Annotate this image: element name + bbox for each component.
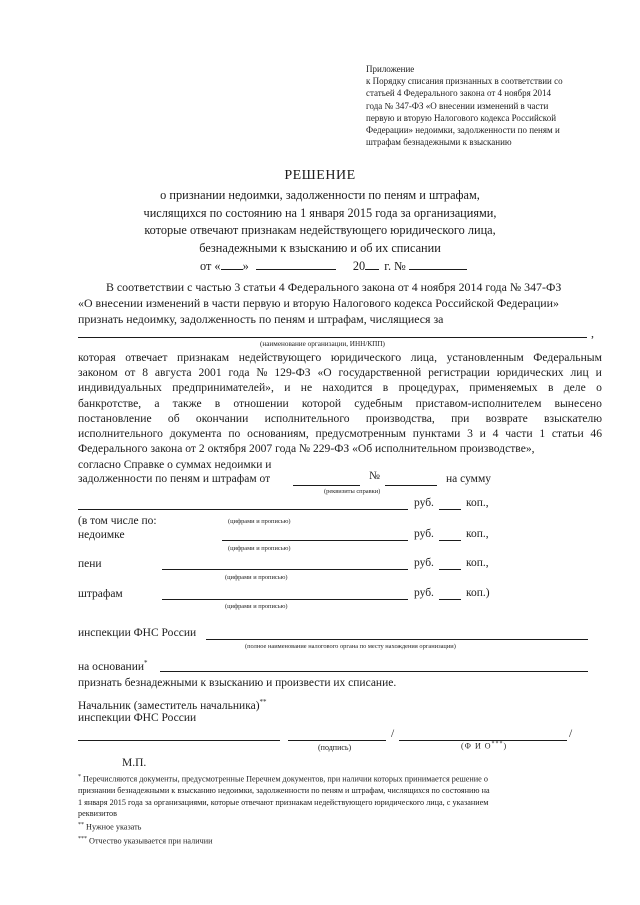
appendix-line: штрафам безнадежными к взысканию bbox=[366, 137, 512, 148]
fio-caption bbox=[461, 741, 507, 751]
criteria-word: документа bbox=[169, 427, 222, 441]
criteria-word: Федерального закона от 2 октября 2007 года № 229-ФЗ «Об исполнительном производстве», bbox=[78, 442, 535, 456]
slash-left: / bbox=[391, 728, 395, 740]
criteria-word: 46 bbox=[590, 427, 602, 441]
arrears-caption: (цифрами и прописью) bbox=[228, 545, 291, 552]
criteria-word: в bbox=[547, 381, 554, 395]
fines-label: штрафам bbox=[78, 588, 123, 600]
number-label: г. № bbox=[384, 259, 406, 273]
penalty-kop-field[interactable] bbox=[439, 569, 461, 570]
criteria-word: которой bbox=[301, 396, 342, 410]
signatory-footnote-mark: ** bbox=[259, 698, 267, 706]
organization-comma: , bbox=[591, 326, 594, 340]
criteria-line bbox=[78, 441, 602, 456]
criteria-word: по bbox=[228, 427, 241, 441]
criteria-word: 4 bbox=[492, 427, 499, 441]
seal-place: М.П. bbox=[122, 757, 147, 769]
criteria-word: в bbox=[214, 396, 221, 410]
criteria-word: индивидуальных bbox=[78, 381, 162, 395]
criteria-line bbox=[78, 411, 602, 426]
document-subtitle bbox=[0, 187, 640, 257]
decision-number-field[interactable] bbox=[409, 258, 467, 270]
criteria-word: постановление bbox=[78, 411, 152, 425]
signature-field[interactable] bbox=[288, 740, 386, 741]
footnote-1-line: 1 января 2015 года за организациями, которые отвечают признакам недействующего юридического лица, с указанием bbox=[78, 797, 489, 807]
fio-caption-close: ) bbox=[503, 741, 508, 751]
fines-kop-field[interactable] bbox=[439, 599, 461, 600]
certificate-date-field[interactable] bbox=[293, 485, 360, 486]
basis-label-text: на основании bbox=[78, 660, 145, 673]
criteria-word: юридического bbox=[330, 351, 402, 364]
criteria-word: № bbox=[256, 366, 268, 380]
date-line bbox=[200, 258, 467, 274]
fines-rub-label: руб. bbox=[414, 587, 434, 599]
criteria-word: 8 bbox=[142, 366, 148, 380]
total-kop-field[interactable] bbox=[439, 509, 461, 510]
appendix-line: первую и вторую Налогового кодекса Российской bbox=[366, 112, 557, 123]
criteria-line bbox=[78, 426, 602, 441]
penalty-rub-label: руб. bbox=[414, 557, 434, 569]
criteria-word: августа bbox=[154, 366, 192, 380]
signatory-inspection: инспекции ФНС России bbox=[78, 712, 197, 724]
criteria-word: части bbox=[505, 427, 533, 441]
criteria-word: возврате bbox=[485, 411, 528, 425]
arrears-sum-field[interactable] bbox=[222, 540, 408, 541]
signature-caption: (подпись) bbox=[318, 743, 352, 752]
basis-footnote-mark: * bbox=[144, 659, 148, 667]
penalty-sum-field[interactable] bbox=[162, 569, 408, 570]
fio-caption-text: (Ф И О bbox=[461, 741, 492, 751]
footnote-1-mark: * bbox=[78, 774, 81, 780]
penalty-kop-label: коп., bbox=[466, 557, 489, 569]
preamble-paragraph bbox=[78, 279, 592, 327]
inspection-label: инспекции ФНС России bbox=[78, 627, 197, 639]
criteria-word: установленным bbox=[446, 351, 524, 364]
footnote-2 bbox=[78, 820, 141, 833]
criteria-word: лица, bbox=[410, 351, 437, 364]
month-field[interactable] bbox=[256, 258, 336, 270]
criteria-word: лиц bbox=[570, 366, 589, 380]
total-sum-field[interactable] bbox=[78, 509, 408, 510]
criteria-word: об bbox=[167, 411, 180, 425]
criteria-word: применяемых bbox=[469, 381, 538, 395]
preamble-line: признать недоимку, задолженность по пеням и штрафам, числящиеся за bbox=[78, 312, 444, 326]
criteria-word: пунктами bbox=[412, 427, 461, 441]
criteria-word: регистрации bbox=[428, 366, 490, 380]
preamble-line: «О внесении изменений в части первую и вторую Налогового кодекса Российской Федерации» bbox=[78, 296, 559, 310]
subtitle-line: которые отвечают признакам недействующего юридического лица, bbox=[144, 223, 496, 237]
footnote-1-line: реквизитов bbox=[78, 809, 117, 819]
criteria-word: года bbox=[228, 366, 250, 380]
criteria-word: «О bbox=[317, 366, 332, 380]
inspection-field[interactable] bbox=[206, 639, 588, 640]
appendix-note bbox=[366, 63, 616, 148]
certificate-number-field[interactable] bbox=[385, 485, 437, 486]
date-close-quote: » bbox=[242, 259, 249, 273]
criteria-word: приставом-исполнителем bbox=[415, 396, 542, 410]
total-kop-label: коп., bbox=[466, 497, 489, 509]
criteria-line bbox=[78, 380, 602, 395]
criteria-line bbox=[78, 365, 602, 380]
subtitle-line: числящихся по состоянию на 1 января 2015 года за организациями, bbox=[143, 205, 497, 220]
arrears-kop-field[interactable] bbox=[439, 540, 461, 541]
footnote-1-line: Перечисляются документы, предусмотренные Перечнем документов, при наличии которых принимается решение о bbox=[83, 774, 488, 784]
certificate-number-sign: № bbox=[369, 470, 380, 482]
criteria-word: 129-ФЗ bbox=[274, 366, 311, 380]
criteria-word: в bbox=[382, 381, 389, 395]
criteria-word: от bbox=[124, 366, 136, 380]
digits-caption: (цифрами и прописью) bbox=[228, 518, 291, 525]
footnote-2-line: Нужное указать bbox=[86, 822, 142, 832]
criteria-word: которая bbox=[78, 351, 116, 364]
criteria-word: и bbox=[284, 381, 291, 395]
decision-text: признать безнадежными к взысканию и произвести их списание. bbox=[78, 677, 397, 689]
criteria-word: и bbox=[479, 427, 486, 441]
criteria-word: 3 bbox=[467, 427, 473, 441]
day-field[interactable] bbox=[221, 258, 243, 270]
footnote-2-mark: ** bbox=[78, 822, 84, 828]
criteria-word: признакам bbox=[177, 351, 230, 364]
criteria-word: отношении bbox=[233, 396, 289, 410]
criteria-word: государственной bbox=[338, 366, 422, 380]
fines-sum-field[interactable] bbox=[162, 599, 408, 600]
fio-footnote-mark: *** bbox=[491, 741, 504, 747]
basis-field[interactable] bbox=[160, 671, 588, 672]
criteria-word: процедурах, bbox=[398, 381, 459, 395]
criteria-word: также bbox=[172, 396, 202, 410]
criteria-word: а bbox=[154, 396, 160, 410]
criteria-word: отвечает bbox=[125, 351, 168, 364]
appendix-line: Приложение bbox=[366, 64, 415, 74]
criteria-word: находится bbox=[322, 381, 373, 395]
appendix-line: Федерации» недоимки, задолженности по пеням и bbox=[366, 125, 560, 136]
criteria-word: предусмотренным bbox=[315, 427, 407, 441]
signatory-title-text: Начальник (заместитель начальника) bbox=[78, 699, 260, 712]
criteria-word: вынесено bbox=[554, 396, 602, 410]
arrears-rub-label: руб. bbox=[414, 528, 434, 540]
slash-right: / bbox=[569, 728, 573, 740]
footnote-1 bbox=[78, 772, 490, 820]
criteria-word: не bbox=[300, 381, 313, 395]
criteria-word: судебным bbox=[354, 396, 403, 410]
criteria-line bbox=[78, 396, 602, 411]
preamble-line: В соответствии с частью 3 статьи 4 Федерального закона от 4 ноября 2014 года № 347-ФЗ bbox=[106, 280, 562, 294]
certificate-line2: задолженности по пеням и штрафам от bbox=[78, 473, 271, 485]
signatory-title bbox=[78, 698, 267, 712]
inspection-caption: (полное наименование налогового органа по месту нахождения организации) bbox=[245, 643, 456, 650]
year-field[interactable] bbox=[365, 258, 379, 270]
appendix-line: статьей 4 Федерального закона от 4 ноября 2014 bbox=[366, 88, 552, 99]
total-rub-label: руб. bbox=[414, 497, 434, 509]
criteria-word: недействующего bbox=[238, 351, 322, 364]
fines-caption: (цифрами и прописью) bbox=[225, 603, 288, 610]
criteria-word: производства, bbox=[365, 411, 435, 425]
arrears-label: недоимке bbox=[78, 529, 125, 541]
footnote-3-mark: *** bbox=[78, 836, 87, 842]
penalty-label: пени bbox=[78, 558, 102, 570]
criteria-word: окончании bbox=[195, 411, 249, 425]
criteria-word: взыскателю bbox=[544, 411, 602, 425]
subtitle-line: о признании недоимки, задолженности по пеням и штрафам, bbox=[160, 188, 480, 202]
penalty-caption: (цифрами и прописью) bbox=[225, 574, 288, 581]
criteria-word: предпринимателей», bbox=[172, 381, 274, 395]
footnote-3-line: Отчество указывается при наличии bbox=[89, 836, 213, 846]
criteria-word: исполнительного bbox=[78, 427, 163, 441]
criteria-line bbox=[78, 350, 602, 365]
criteria-word: о bbox=[596, 381, 602, 395]
date-from-label: от « bbox=[200, 259, 221, 273]
criteria-word: основаниям, bbox=[247, 427, 309, 441]
organization-caption: (наименование организации, ИНН/КПП) bbox=[260, 340, 385, 348]
criteria-word: статьи bbox=[551, 427, 584, 441]
footnote-3 bbox=[78, 834, 212, 847]
appendix-line: года № 347-ФЗ «О внесении изменений в части bbox=[366, 100, 549, 111]
criteria-word: 1 bbox=[539, 427, 546, 441]
including-label: (в том числе по: bbox=[78, 515, 157, 527]
criteria-paragraph bbox=[78, 350, 602, 456]
document-title: РЕШЕНИЕ bbox=[284, 168, 356, 183]
criteria-word: 2001 bbox=[198, 366, 222, 380]
arrears-kop-label: коп., bbox=[466, 528, 489, 540]
certificate-sum-label: на сумму bbox=[446, 473, 491, 485]
criteria-word: Федеральным bbox=[533, 351, 602, 364]
subtitle-line: безнадежными к взысканию и об их списании bbox=[199, 240, 441, 255]
criteria-word: исполнительного bbox=[264, 411, 350, 425]
criteria-word: законом bbox=[78, 366, 118, 380]
criteria-word: банкротстве, bbox=[78, 396, 142, 410]
requisites-caption: (реквизиты справки) bbox=[324, 488, 381, 495]
criteria-word: и bbox=[595, 366, 602, 380]
criteria-word: деле bbox=[563, 381, 586, 395]
basis-label bbox=[78, 659, 148, 673]
certificate-line1: согласно Справке о суммах недоимки и bbox=[78, 459, 272, 471]
criteria-word: при bbox=[451, 411, 470, 425]
organization-field[interactable] bbox=[78, 337, 587, 338]
position-field[interactable] bbox=[78, 740, 280, 741]
appendix-line: к Порядку списания признанных в соответствии со bbox=[366, 76, 563, 87]
fines-kop-label: коп.) bbox=[466, 587, 490, 599]
criteria-word: юридических bbox=[496, 366, 564, 380]
year-prefix: 20 bbox=[352, 259, 366, 273]
footnote-1-line: признании безнадежными к взысканию недоимки, задолженности по пеням и штрафам, числящихся по состоянию на bbox=[78, 786, 490, 796]
